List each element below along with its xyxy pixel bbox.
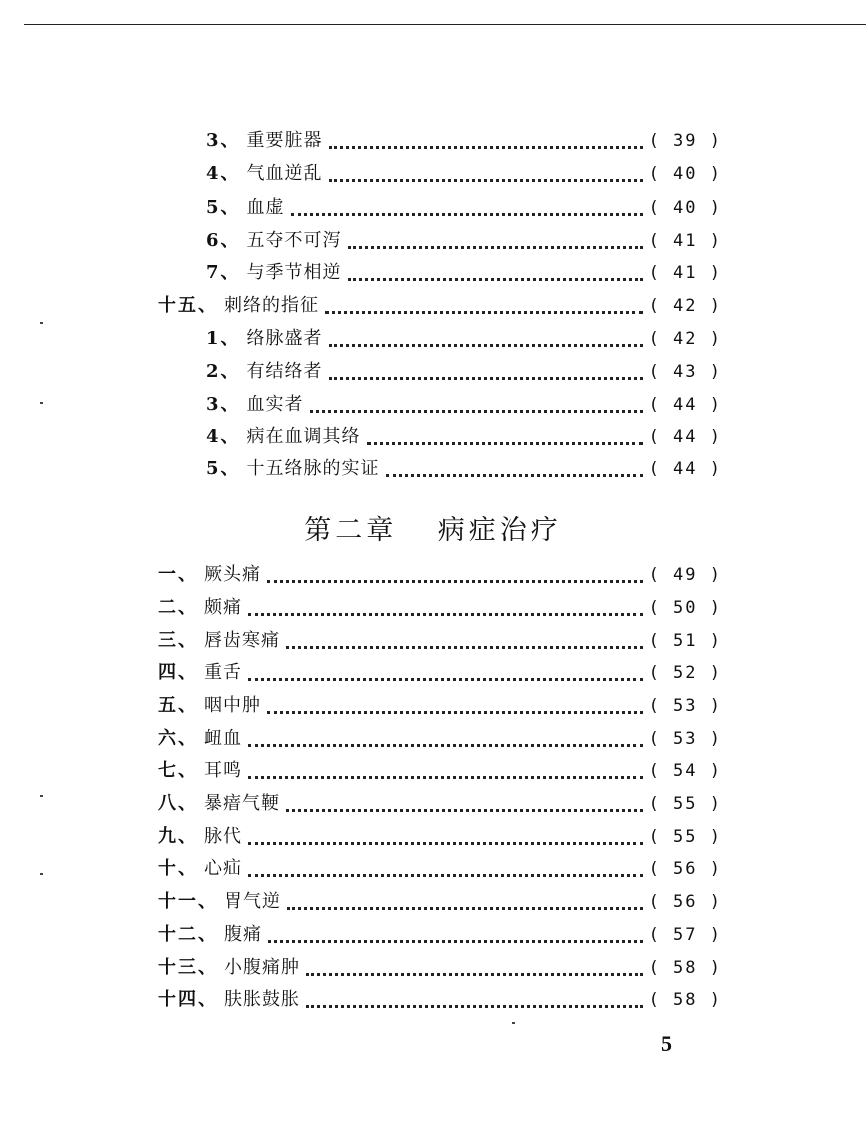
entry-page: ( 56 ) — [648, 859, 722, 879]
entry-page: ( 44 ) — [648, 427, 722, 447]
entry-title: 五夺不可泻 — [246, 230, 342, 251]
dot-leader — [291, 213, 643, 216]
toc-entry[interactable] — [158, 825, 722, 849]
entry-title: 咽中肿 — [204, 695, 261, 716]
dot-leader — [329, 377, 643, 380]
entry-title: 刺络的指征 — [224, 295, 319, 316]
entry-number: 十五、 — [158, 295, 218, 316]
toc-entry[interactable] — [206, 261, 722, 285]
entry-title: 小腹痛肿 — [224, 957, 300, 978]
entry-title: 重舌 — [204, 662, 242, 683]
dot-leader — [348, 278, 643, 281]
entry-number: 1、 — [206, 328, 241, 349]
dot-leader — [248, 776, 643, 779]
dot-leader — [268, 940, 643, 943]
entry-number: 五、 — [158, 695, 198, 716]
entry-title: 病在血调其络 — [246, 426, 361, 447]
scan-speck — [40, 795, 43, 797]
page-number: 5 — [661, 1031, 672, 1056]
dot-leader — [306, 973, 643, 976]
entry-page: ( 51 ) — [648, 631, 722, 651]
entry-number: 三、 — [158, 630, 198, 651]
toc-entry[interactable] — [158, 956, 722, 980]
scan-speck — [40, 322, 43, 324]
dot-leader — [329, 146, 643, 149]
toc-entry[interactable] — [158, 857, 722, 881]
toc-entry[interactable] — [158, 563, 722, 587]
entry-number: 3、 — [206, 394, 241, 415]
entry-number: 十四、 — [158, 989, 218, 1010]
entry-page: ( 55 ) — [648, 794, 722, 814]
entry-title: 血实者 — [246, 394, 304, 415]
dot-leader — [248, 678, 643, 681]
entry-page: ( 40 ) — [648, 198, 722, 218]
entry-page: ( 42 ) — [648, 329, 722, 349]
entry-title: 暴瘖气鞕 — [204, 793, 280, 814]
entry-page: ( 55 ) — [648, 827, 722, 847]
dot-leader — [329, 179, 643, 182]
entry-title: 气血逆乱 — [246, 163, 323, 184]
entry-number: 2、 — [206, 361, 241, 382]
toc-entry[interactable] — [158, 694, 722, 718]
toc-entry[interactable] — [158, 727, 722, 751]
toc-entry[interactable] — [206, 196, 722, 220]
entry-title: 十五络脉的实证 — [246, 458, 380, 479]
toc-entry[interactable] — [158, 988, 722, 1012]
toc-entry[interactable] — [158, 890, 722, 914]
top-rule — [24, 24, 866, 25]
dot-leader — [386, 474, 643, 477]
entry-number: 4、 — [206, 163, 241, 184]
toc-entry[interactable] — [206, 327, 722, 351]
toc-entry[interactable] — [206, 129, 722, 153]
toc-entry[interactable] — [158, 294, 722, 318]
dot-leader — [329, 344, 643, 347]
entry-title: 唇齿寒痛 — [204, 630, 280, 651]
entry-page: ( 58 ) — [648, 990, 722, 1010]
entry-page: ( 54 ) — [648, 761, 722, 781]
entry-number: 二、 — [158, 597, 198, 618]
chapter-title: 病症治疗 — [437, 515, 562, 546]
toc-entry[interactable] — [158, 759, 722, 783]
entry-number: 4、 — [206, 426, 241, 447]
entry-number: 九、 — [158, 826, 198, 847]
entry-page: ( 40 ) — [648, 164, 722, 184]
entry-number: 六、 — [158, 728, 198, 749]
entry-title: 血虚 — [246, 197, 285, 218]
toc-entry[interactable] — [206, 393, 722, 417]
entry-title: 络脉盛者 — [246, 328, 323, 349]
toc-entry[interactable] — [206, 425, 722, 449]
dot-leader — [286, 809, 643, 812]
entry-title: 重要脏器 — [246, 130, 323, 151]
dot-leader — [287, 907, 643, 910]
entry-number: 十三、 — [158, 957, 218, 978]
entry-page: ( 53 ) — [648, 729, 722, 749]
dot-leader — [248, 874, 643, 877]
entry-page: ( 50 ) — [648, 598, 722, 618]
dot-leader — [310, 410, 643, 413]
entry-page: ( 39 ) — [648, 131, 722, 151]
toc-entry[interactable] — [206, 360, 722, 384]
dot-leader — [325, 311, 643, 314]
entry-title: 肤胀鼓胀 — [224, 989, 300, 1010]
entry-number: 3、 — [206, 130, 241, 151]
toc-entry[interactable] — [206, 162, 722, 186]
dot-leader — [267, 580, 643, 583]
entry-number: 十二、 — [158, 924, 218, 945]
entry-title: 衄血 — [204, 728, 242, 749]
toc-entry[interactable] — [206, 229, 722, 253]
toc-entry[interactable] — [158, 629, 722, 653]
entry-page: ( 52 ) — [648, 663, 722, 683]
entry-title: 胃气逆 — [224, 891, 281, 912]
dot-leader — [267, 711, 643, 714]
scan-speck — [40, 402, 43, 404]
dot-leader — [367, 442, 643, 445]
entry-number: 十一、 — [158, 891, 218, 912]
dot-leader — [286, 646, 643, 649]
entry-page: ( 57 ) — [648, 925, 722, 945]
toc-entry[interactable] — [206, 457, 722, 481]
entry-page: ( 53 ) — [648, 696, 722, 716]
entry-number: 5、 — [206, 458, 241, 479]
entry-page: ( 41 ) — [648, 231, 722, 251]
entry-number: 八、 — [158, 793, 198, 814]
entry-page: ( 43 ) — [648, 362, 722, 382]
entry-page: ( 41 ) — [648, 263, 722, 283]
scan-speck — [512, 1022, 515, 1024]
scan-speck — [40, 873, 43, 875]
chapter-label: 第二章 — [304, 515, 398, 546]
dot-leader — [248, 842, 643, 845]
entry-page: ( 44 ) — [648, 459, 722, 479]
entry-title: 有结络者 — [246, 361, 323, 382]
entry-number: 一、 — [158, 564, 198, 585]
entry-number: 四、 — [158, 662, 198, 683]
dot-leader — [348, 246, 643, 249]
entry-title: 脉代 — [204, 826, 242, 847]
entry-page: ( 58 ) — [648, 958, 722, 978]
chapter-heading — [0, 508, 866, 547]
toc-entry[interactable] — [158, 596, 722, 620]
toc-entry[interactable] — [158, 792, 722, 816]
toc-entry[interactable] — [158, 661, 722, 685]
entry-number: 七、 — [158, 760, 198, 781]
entry-page: ( 44 ) — [648, 395, 722, 415]
entry-number: 7、 — [206, 262, 241, 283]
entry-title: 厥头痛 — [204, 564, 261, 585]
entry-title: 颇痛 — [204, 597, 242, 618]
entry-title: 心疝 — [204, 858, 242, 879]
entry-title: 耳鸣 — [204, 760, 242, 781]
entry-number: 5、 — [206, 197, 241, 218]
entry-page: ( 42 ) — [648, 296, 722, 316]
entry-number: 十、 — [158, 858, 198, 879]
entry-page: ( 56 ) — [648, 892, 722, 912]
entry-page: ( 49 ) — [648, 565, 722, 585]
entry-title: 腹痛 — [224, 924, 262, 945]
dot-leader — [248, 744, 643, 747]
dot-leader — [306, 1005, 643, 1008]
entry-title: 与季节相逆 — [246, 262, 342, 283]
entry-number: 6、 — [206, 230, 241, 251]
dot-leader — [248, 613, 643, 616]
toc-entry[interactable] — [158, 923, 722, 947]
